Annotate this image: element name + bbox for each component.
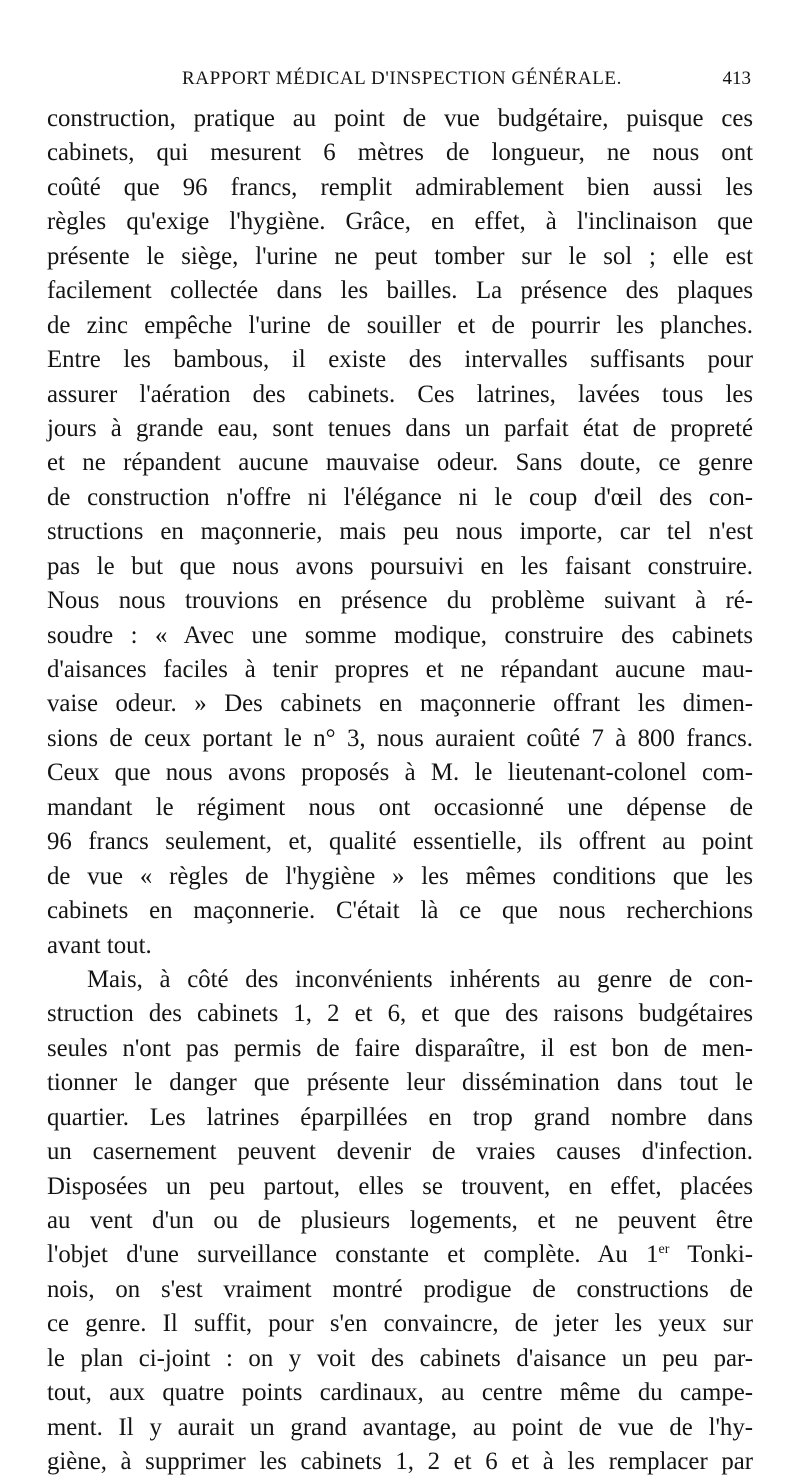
text-line: coûté que 96 francs, remplit admirablement bien aussi les [47,173,753,201]
text-line: giène, à supprimer les cabinets 1, 2 et 6 et à les remplacer par [47,1448,753,1476]
body-text [47,102,753,1480]
text-line: avant tout. [47,931,152,959]
text-line: d'aisances faciles à tenir propres et ne répandant aucune mau- [47,656,753,683]
superscript: er [658,1242,670,1258]
text-line: ment. Il y aurait un grand avantage, au point de vue de l'hy- [47,1413,753,1441]
running-title: RAPPORT MÉDICAL D'INSPECTION GÉNÉRALE. [182,68,622,89]
text-line-with-superscript [47,1238,753,1272]
text-line: Mais, à côté des inconvénients inhérents au genre de con- [87,965,753,993]
text-line: construction, pratique au point de vue budgétaire, puisque ces [47,105,753,132]
text-line: tout, aux quatre points cardinaux, au centre même du campe- [47,1379,753,1407]
text-line: Nous nous trouvions en présence du problème suivant à ré- [47,587,753,615]
text-line: au vent d'un ou de plusieurs logements, et ne peuvent être [47,1207,753,1234]
text-line: de construction n'offre ni l'élégance ni le coup d'œil des con- [47,483,753,511]
text-line: structions en maçonnerie, mais peu nous importe, car tel n'est [47,518,753,546]
text-segment: Tonki- [669,1241,753,1269]
text-line: assurer l'aération des cabinets. Ces latrines, lavées tous les [47,380,753,408]
text-line: soudre : « Avec une somme modique, construire des cabinets [47,621,753,649]
text-line: Entre les bambous, il existe des intervalles suffisants pour [47,346,753,374]
text-line: un casernement peuvent devenir de vraies causes d'infection. [47,1138,753,1166]
text-line: présente le siège, l'urine ne peut tomber sur le sol ; elle est [47,242,753,270]
text-line: ce genre. Il suffit, pour s'en convaincre, de jeter les yeux sur [47,1310,753,1338]
text-line: jours à grande eau, sont tenues dans un parfait état de propreté [47,414,753,442]
text-line: sions de ceux portant le n° 3, nous auraient coûté 7 à 800 francs. [47,724,753,752]
text-line: de vue « règles de l'hygiène » les mêmes conditions que les [47,862,753,890]
text-line: vaise odeur. » Des cabinets en maçonnerie offrant les dimen- [47,690,753,718]
text-line: quartier. Les latrines éparpillées en trop grand nombre dans [47,1103,753,1131]
page-number: 413 [722,68,751,89]
text-line: tionner le danger que présente leur dissémination dans tout le [47,1069,753,1097]
text-segment: l'objet d'une surveillance constante et complète. Au 1 [47,1241,659,1269]
text-line: Disposées un peu partout, elles se trouvent, en effet, placées [47,1172,753,1200]
running-head [47,64,757,94]
text-line: facilement collectée dans les bailles. La présence des plaques [47,277,753,305]
text-line: et ne répandent aucune mauvaise odeur. Sans doute, ce genre [47,449,753,477]
text-line: le plan ci-joint : on y voit des cabinets d'aisance un peu par- [47,1344,753,1372]
text-line: règles qu'exige l'hygiène. Grâce, en effet, à l'inclinaison que [47,208,753,236]
text-line: seules n'ont pas permis de faire disparaître, il est bon de men- [47,1034,753,1062]
text-line: de zinc empêche l'urine de souiller et de pourrir les planches. [47,311,753,339]
paragraph [47,963,753,1480]
text-line: cabinets en maçonnerie. C'était là ce que nous recherchions [47,897,753,925]
text-line: struction des cabinets 1, 2 et 6, et que des raisons budgétaires [47,1000,753,1028]
paragraph [47,102,753,963]
text-line: Ceux que nous avons proposés à M. le lieutenant-colonel com- [47,759,753,787]
text-line: cabinets, qui mesurent 6 mètres de longueur, ne nous ont [47,139,753,167]
text-line: 96 francs seulement, et, qualité essentielle, ils offrent au point [47,828,753,856]
text-line: pas le but que nous avons poursuivi en les faisant construire. [47,552,753,580]
text-line: nois, on s'est vraiment montré prodigue de constructions de [47,1275,753,1303]
text-line: mandant le régiment nous ont occasionné une dépense de [47,793,753,821]
